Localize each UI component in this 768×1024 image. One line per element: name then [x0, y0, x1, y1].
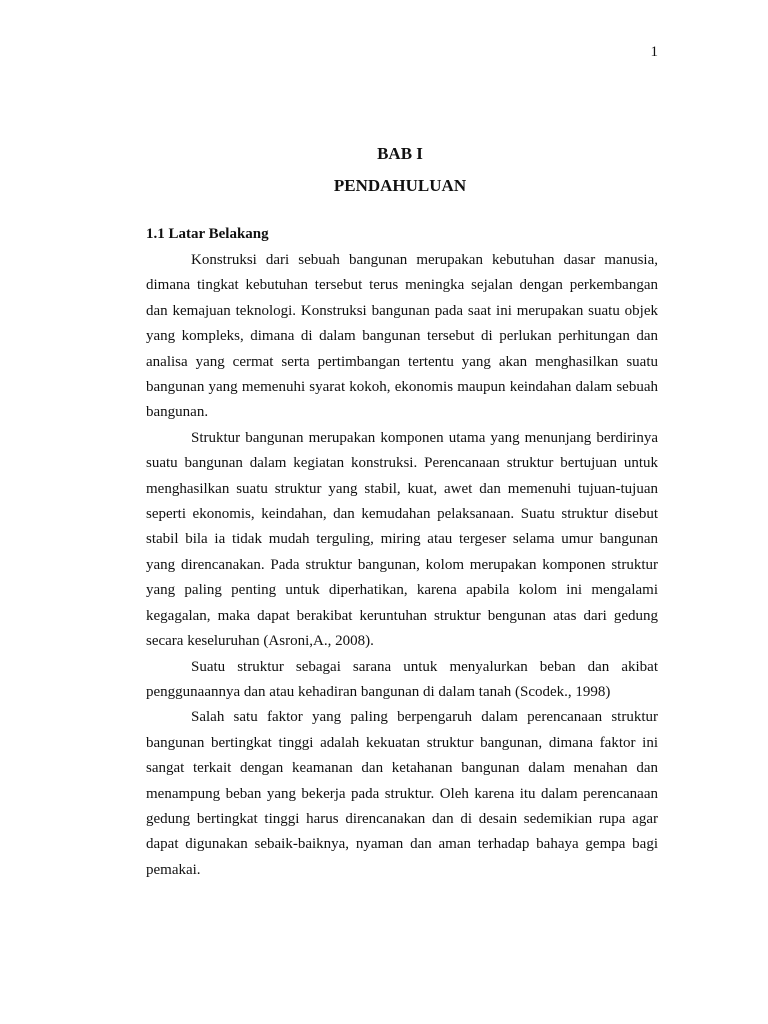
chapter-heading [0, 138, 768, 202]
page-number: 1 [650, 44, 658, 60]
paragraph-4: Salah satu faktor yang paling berpengaruh dalam perencanaan struktur bangunan bertingkat tinggi adalah kekuatan struktur bangunan, dimana faktor ini sangat terkait dengan keamanan dan ketahanan bangunan dalam menahan dan menampung beban yang bekerja pada struktur. Oleh karena itu dalam perencanaan gedung bertingkat tinggi harus direncanakan dan di desain sedemikian rupa agar dapat digunakan sebaik-baiknya, nyaman dan aman terhadap bahaya gempa bagi pemakai. [146, 709, 658, 878]
paragraph-3: Suatu struktur sebagai sarana untuk menyalurkan beban dan akibat penggunaannya dan atau kehadiran bangunan di dalam tanah (Scodek., 1998) [146, 658, 658, 700]
section-heading: 1.1 Latar Belakang [146, 226, 269, 242]
body-text [146, 248, 658, 883]
paragraph-1: Konstruksi dari sebuah bangunan merupakan kebutuhan dasar manusia, dimana tingkat kebutuhan tersebut terus meningka sejalan dengan perkembangan dan kemajuan teknologi. Konstruksi bangunan pada saat ini merupakan suatu objek yang kompleks, dimana di dalam bangunan tersebut di perlukan perhitungan dan analisa yang cermat serta pertimbangan tertentu yang akan menghasilkan suatu bangunan yang memenuhi syarat kokoh, ekonomis maupun keindahan dalam sebuah bangunan. [146, 252, 658, 421]
chapter-title: PENDAHULUAN [333, 176, 467, 195]
paragraph-2: Struktur bangunan merupakan komponen utama yang menunjang berdirinya suatu bangunan dalam kegiatan konstruksi. Perencanaan struktur bertujuan untuk menghasilkan suatu struktur yang stabil, kuat, awet dan memenuhi tujuan-tujuan seperti ekonomis, keindahan, dan kemudahan pelaksanaan. Suatu struktur disebut stabil bila ia tidak mudah terguling, miring atau tergeser selama umur bangunan yang direncanakan. Pada struktur bangunan, kolom merupakan komponen struktur yang paling penting untuk diperhatikan, karena apabila kolom ini mengalami kegagalan, maka dapat berakibat keruntuhan struktur bengunan atas dari gedung secara keseluruhan (Asroni,A., 2008). [146, 429, 658, 650]
chapter-label: BAB I [377, 144, 423, 163]
